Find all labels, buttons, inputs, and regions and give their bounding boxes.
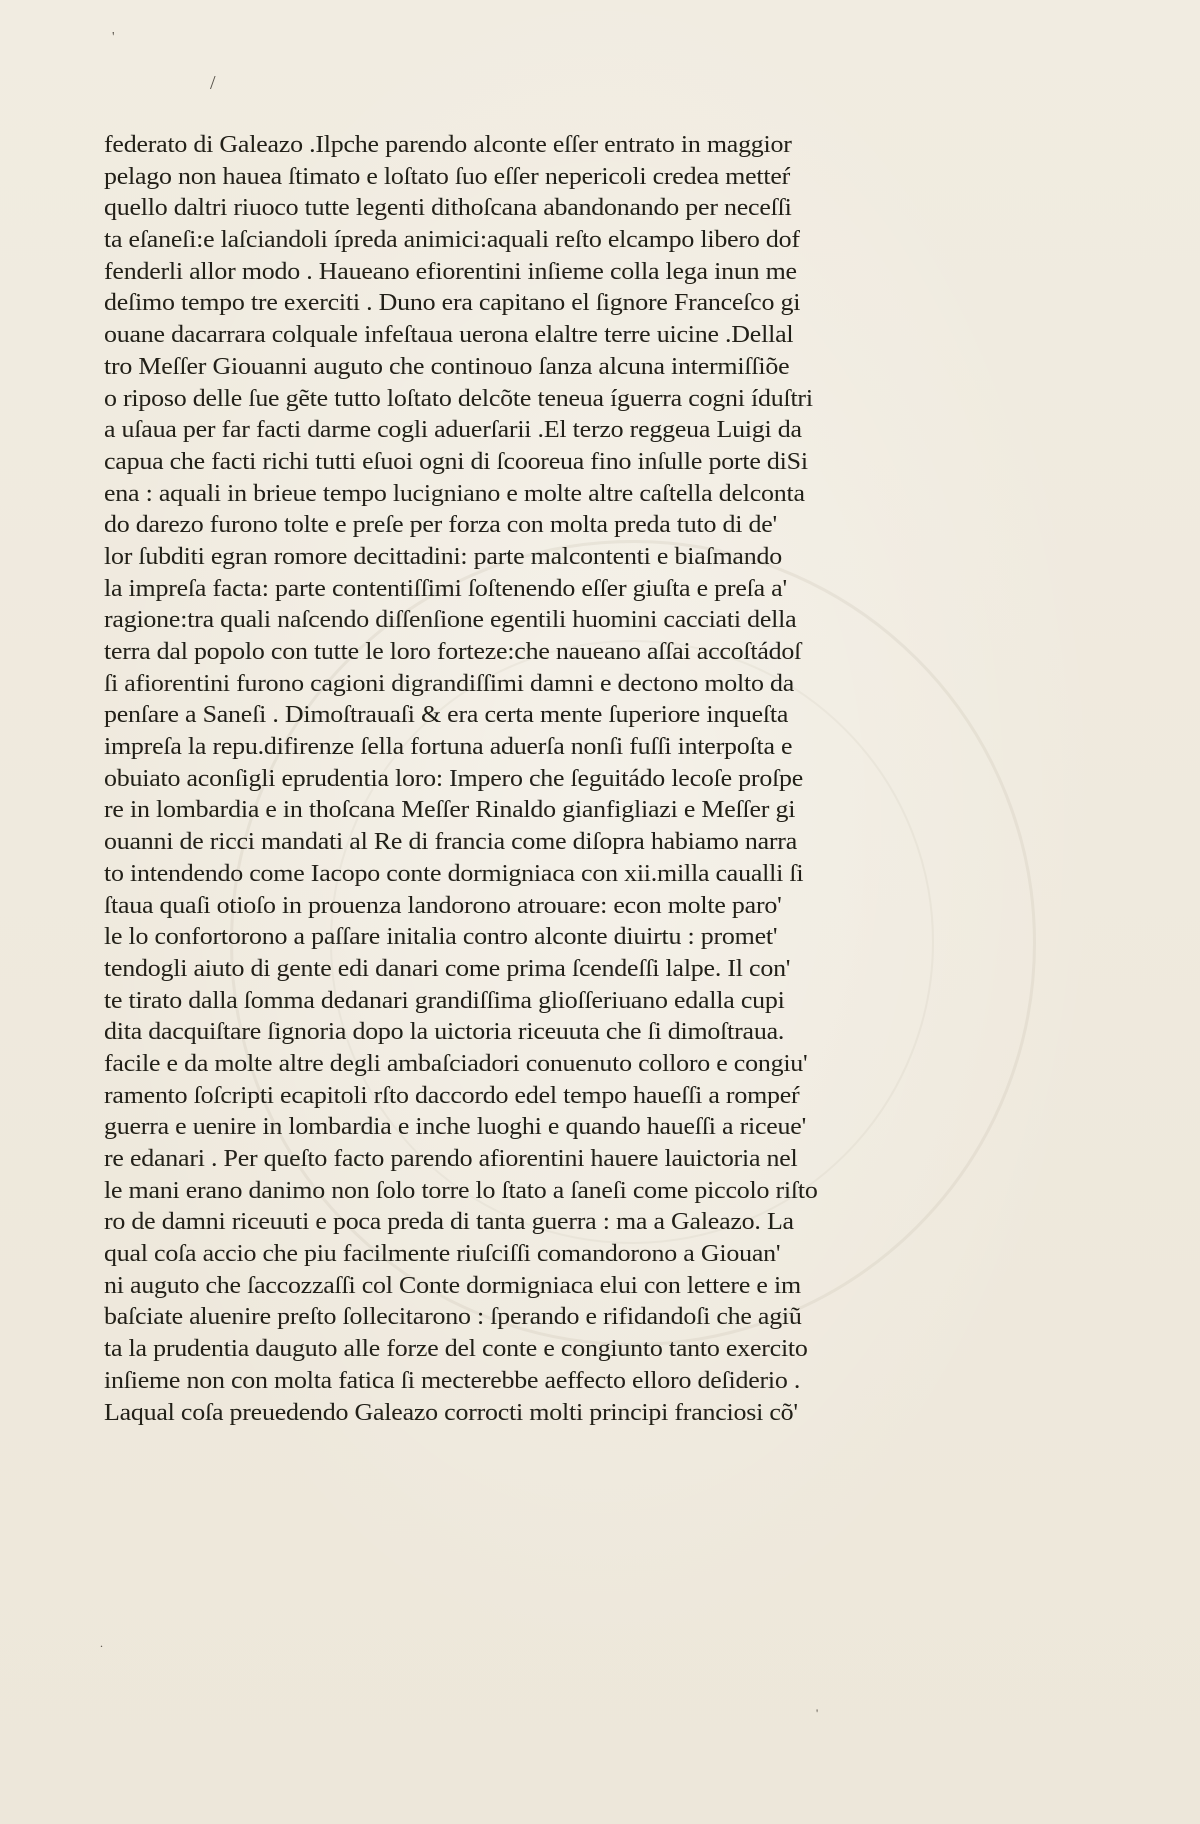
text-line: facile e da molte altre degli ambaſciadori conuenuto colloro e congiu' (104, 1050, 808, 1077)
margin-dot-right: ' (816, 1706, 819, 1720)
text-line: la impreſa facta: parte contentiſſimi ſoſtenendo eſſer giuſta e preſa a' (104, 575, 787, 602)
text-line: qual coſa accio che piu facilmente riuſciſſi comandorono a Giouan' (104, 1241, 781, 1268)
text-line: a uſaua per far facti darme cogli aduerſarii .El terzo reggeua Luigi da (104, 417, 802, 444)
text-line: deſimo tempo tre exerciti . Duno era capitano el ſignore Franceſco gi (104, 290, 801, 317)
text-line: tro Meſſer Giouanni auguto che continouo ſanza alcuna intermiſſiõe (104, 353, 790, 380)
text-line: ta eſaneſi:e laſciandoli ípreda animici:aquali reſto elcampo libero dof (104, 227, 800, 254)
text-line: ena : aquali in brieue tempo lucigniano e molte altre caſtella delconta (104, 480, 805, 507)
text-line: guerra e uenire in lombardia e inche luoghi e quando haueſſi a riceue' (104, 1114, 807, 1141)
text-line: impreſa la repu.difirenze ſella fortuna aduerſa nonſi fuſſi interpoſta e (104, 734, 793, 761)
text-line: ni auguto che ſaccozzaſſi col Conte dormigniaca elui con lettere e im (104, 1272, 801, 1299)
text-line: ragione:tra quali naſcendo diſſenſione egentili huomini cacciati della (104, 607, 797, 634)
text-line: terra dal popolo con tutte le loro forteze:che naueano aſſai accoſtádoſ (104, 639, 802, 665)
text-line: ouane dacarrara colquale infeſtaua uerona elaltre terre uicine .Dellal (104, 322, 794, 349)
text-line: capua che facti richi tutti eſuoi ogni di ſcooreua fino inſulle porte diSi (104, 448, 808, 475)
text-line: ouanni de ricci mandati al Re di francia come diſopra habiamo narra (104, 829, 797, 856)
text-line: ſtaua quaſi otioſo in prouenza landorono atrouare: econ molte paro' (104, 892, 782, 919)
margin-slash-mark: / (210, 72, 216, 94)
text-line: te tirato dalla ſomma dedanari grandiſſima glioſſeriuano edalla cupi (104, 987, 785, 1014)
text-line: to intendendo come Iacopo conte dormigniaca con xii.milla caualli ſi (104, 860, 804, 887)
margin-dot-left: . (100, 1636, 103, 1650)
text-column (104, 130, 904, 1429)
text-line: dita dacquiſtare ſignoria dopo la uictoria riceuuta che ſi dimoſtraua. (104, 1019, 785, 1046)
text-line: penſare a Saneſi . Dimoſtrauaſi & era certa mente ſuperiore inqueſta (104, 702, 789, 729)
text-line: lor ſubditi egran romore decittadini: parte malcontenti e biaſmando (104, 543, 782, 570)
text-line: fenderli allor modo . Haueano efiorentini inſieme colla lega inun me (104, 258, 797, 285)
text-line: obuiato aconſigli eprudentia loro: Impero che ſeguitádo lecoſe proſpe (104, 765, 804, 792)
margin-tick-mark: ' (112, 30, 115, 45)
text-line: le lo confortorono a paſſare initalia contro alconte diuirtu : promet' (104, 924, 778, 951)
text-line: Laqual coſa preuedendo Galeazo corrocti molti principi franciosi cõ' (104, 1399, 798, 1426)
text-line: inſieme non con molta fatica ſi mecterebbe aeffecto elloro deſiderio . (104, 1367, 801, 1394)
text-line: ro de damni riceuuti e poca preda di tanta guerra : ma a Galeazo. La (104, 1209, 794, 1236)
text-line: baſciate aluenire preſto ſollecitarono : ſperando e rifidandoſi che agiũ (104, 1304, 802, 1331)
text-line: ramento ſoſcripti ecapitoli rſto daccordo edel tempo haueſſi a rompeŕ (104, 1082, 800, 1109)
text-line: o riposo delle ſue gẽte tutto loſtato delcõte teneua íguerra cogni íduſtri (104, 385, 813, 412)
text-line: re edanari . Per queſto facto parendo afiorentini hauere lauictoria nel (104, 1146, 798, 1172)
text-line: ſi afiorentini furono cagioni digrandiſſimi damni e dectono molto da (104, 670, 795, 697)
text-line: pelago non hauea ſtimato e loſtato ſuo eſſer nepericoli credea metteŕ (104, 163, 791, 190)
text-line: tendogli aiuto di gente edi danari come prima ſcendeſſi lalpe. Il con' (104, 955, 791, 982)
text-line: federato di Galeazo .Ilpche parendo alconte eſſer entrato in maggior (104, 132, 792, 158)
text-line: ta la prudentia dauguto alle forze del conte e congiunto tanto exercito (104, 1336, 808, 1363)
text-line: do darezo furono tolte e preſe per forza con molta preda tuto di de' (104, 512, 777, 539)
text-line: re in lombardia e in thoſcana Meſſer Rinaldo gianfigliazi e Meſſer gi (104, 797, 796, 824)
text-line: le mani erano danimo non ſolo torre lo ſtato a ſaneſi come piccolo riſto (104, 1177, 818, 1204)
text-line: quello daltri riuoco tutte legenti dithoſcana abandonando per neceſſi (104, 195, 792, 222)
